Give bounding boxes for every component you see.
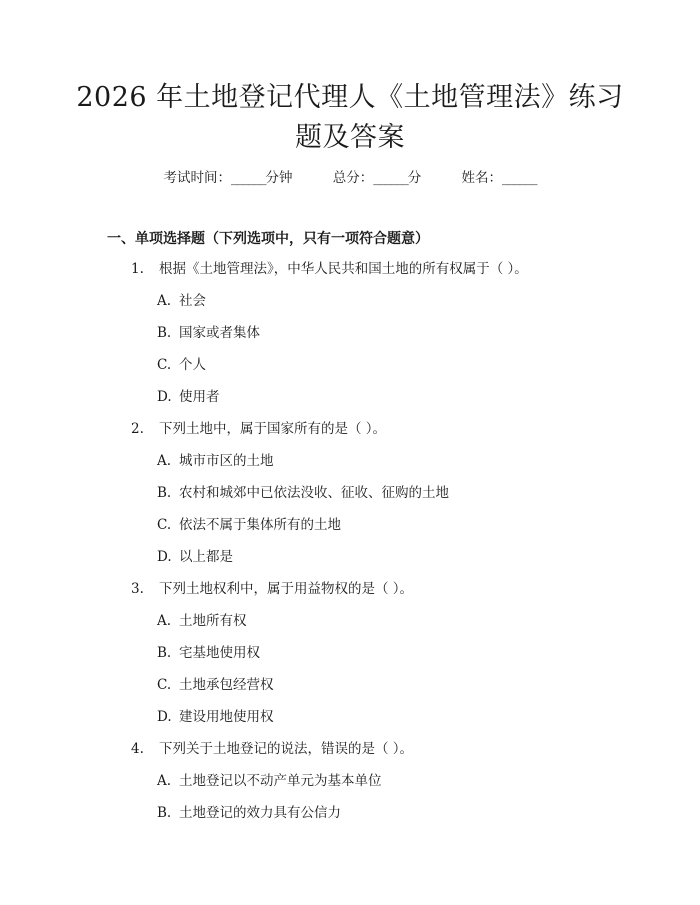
question-text: 下列土地中，属于国家所有的是（ ）。: [159, 421, 387, 437]
question-1-option-d: [157, 387, 220, 407]
document-title: [0, 78, 700, 158]
exam-time-unit: 分钟: [265, 170, 293, 186]
question-1-option-b: [157, 323, 260, 343]
question-text: 根据《土地管理法》，中华人民共和国土地的所有权属于（ ）。: [159, 261, 528, 277]
exam-time-label: 考试时间：: [163, 170, 231, 186]
option-letter: A.: [157, 613, 172, 629]
option-text: 土地承包经营权: [179, 677, 274, 693]
student-name: [462, 170, 537, 186]
question-3: [131, 579, 413, 599]
option-letter: C.: [157, 357, 172, 373]
option-letter: D.: [157, 709, 172, 725]
option-text: 宅基地使用权: [179, 645, 260, 661]
option-letter: C.: [157, 517, 172, 533]
question-text: 下列土地权利中，属于用益物权的是（ ）。: [159, 581, 414, 597]
total-score-unit: 分: [407, 170, 422, 186]
option-letter: D.: [157, 549, 172, 565]
question-4-option-a: [157, 771, 382, 791]
question-2: [131, 419, 386, 439]
question-1-option-c: [157, 355, 206, 375]
option-letter: B.: [157, 805, 172, 821]
option-letter: B.: [157, 485, 172, 501]
option-text: 建设用地使用权: [179, 709, 274, 725]
question-1: [131, 259, 528, 279]
option-text: 以上都是: [179, 549, 233, 565]
question-number: 3.: [131, 581, 144, 597]
title-line-2: 题及答案: [295, 122, 405, 153]
question-3-option-c: [157, 675, 274, 695]
question-4-option-b: [157, 803, 341, 823]
option-letter: A.: [157, 453, 172, 469]
question-4: [131, 739, 413, 759]
option-letter: C.: [157, 677, 172, 693]
option-text: 依法不属于集体所有的土地: [179, 517, 341, 533]
question-number: 1.: [131, 261, 144, 277]
option-letter: B.: [157, 645, 172, 661]
option-letter: A.: [157, 773, 172, 789]
question-1-option-a: [157, 291, 206, 311]
exam-time: [163, 170, 292, 186]
question-text: 下列关于土地登记的说法，错误的是（ ）。: [159, 741, 414, 757]
question-2-option-d: [157, 547, 233, 567]
question-3-option-b: [157, 643, 260, 663]
option-text: 社会: [179, 293, 206, 309]
question-3-option-a: [157, 611, 247, 631]
question-3-option-d: [157, 707, 274, 727]
option-text: 土地登记的效力具有公信力: [179, 805, 341, 821]
option-text: 城市市区的土地: [179, 453, 274, 469]
option-letter: A.: [157, 293, 172, 309]
exam-time-blank: ______: [230, 170, 266, 186]
question-2-option-c: [157, 515, 341, 535]
option-letter: B.: [157, 325, 172, 341]
question-number: 2.: [131, 421, 144, 437]
option-text: 农村和城郊中已依法没收、征收、征购的土地: [179, 485, 449, 501]
option-text: 个人: [179, 357, 206, 373]
option-text: 使用者: [179, 389, 220, 405]
question-number: 4.: [131, 741, 144, 757]
student-name-label: 姓名：: [461, 170, 503, 186]
student-name-blank: ______: [502, 170, 537, 186]
question-2-option-b: [157, 483, 449, 503]
section-heading: 一、单项选择题（下列选项中，只有一项符合题意）: [107, 231, 429, 247]
option-letter: D.: [157, 389, 172, 405]
total-score: [333, 170, 422, 186]
total-score-label: 总分：: [332, 170, 374, 186]
option-text: 国家或者集体: [179, 325, 260, 341]
option-text: 土地登记以不动产单元为基本单位: [179, 773, 382, 789]
exam-info-line: [0, 168, 700, 188]
total-score-blank: ______: [373, 170, 408, 186]
title-line-1: 2026 年土地登记代理人《土地管理法》练习: [76, 82, 624, 113]
option-text: 土地所有权: [179, 613, 247, 629]
question-2-option-a: [157, 451, 274, 471]
